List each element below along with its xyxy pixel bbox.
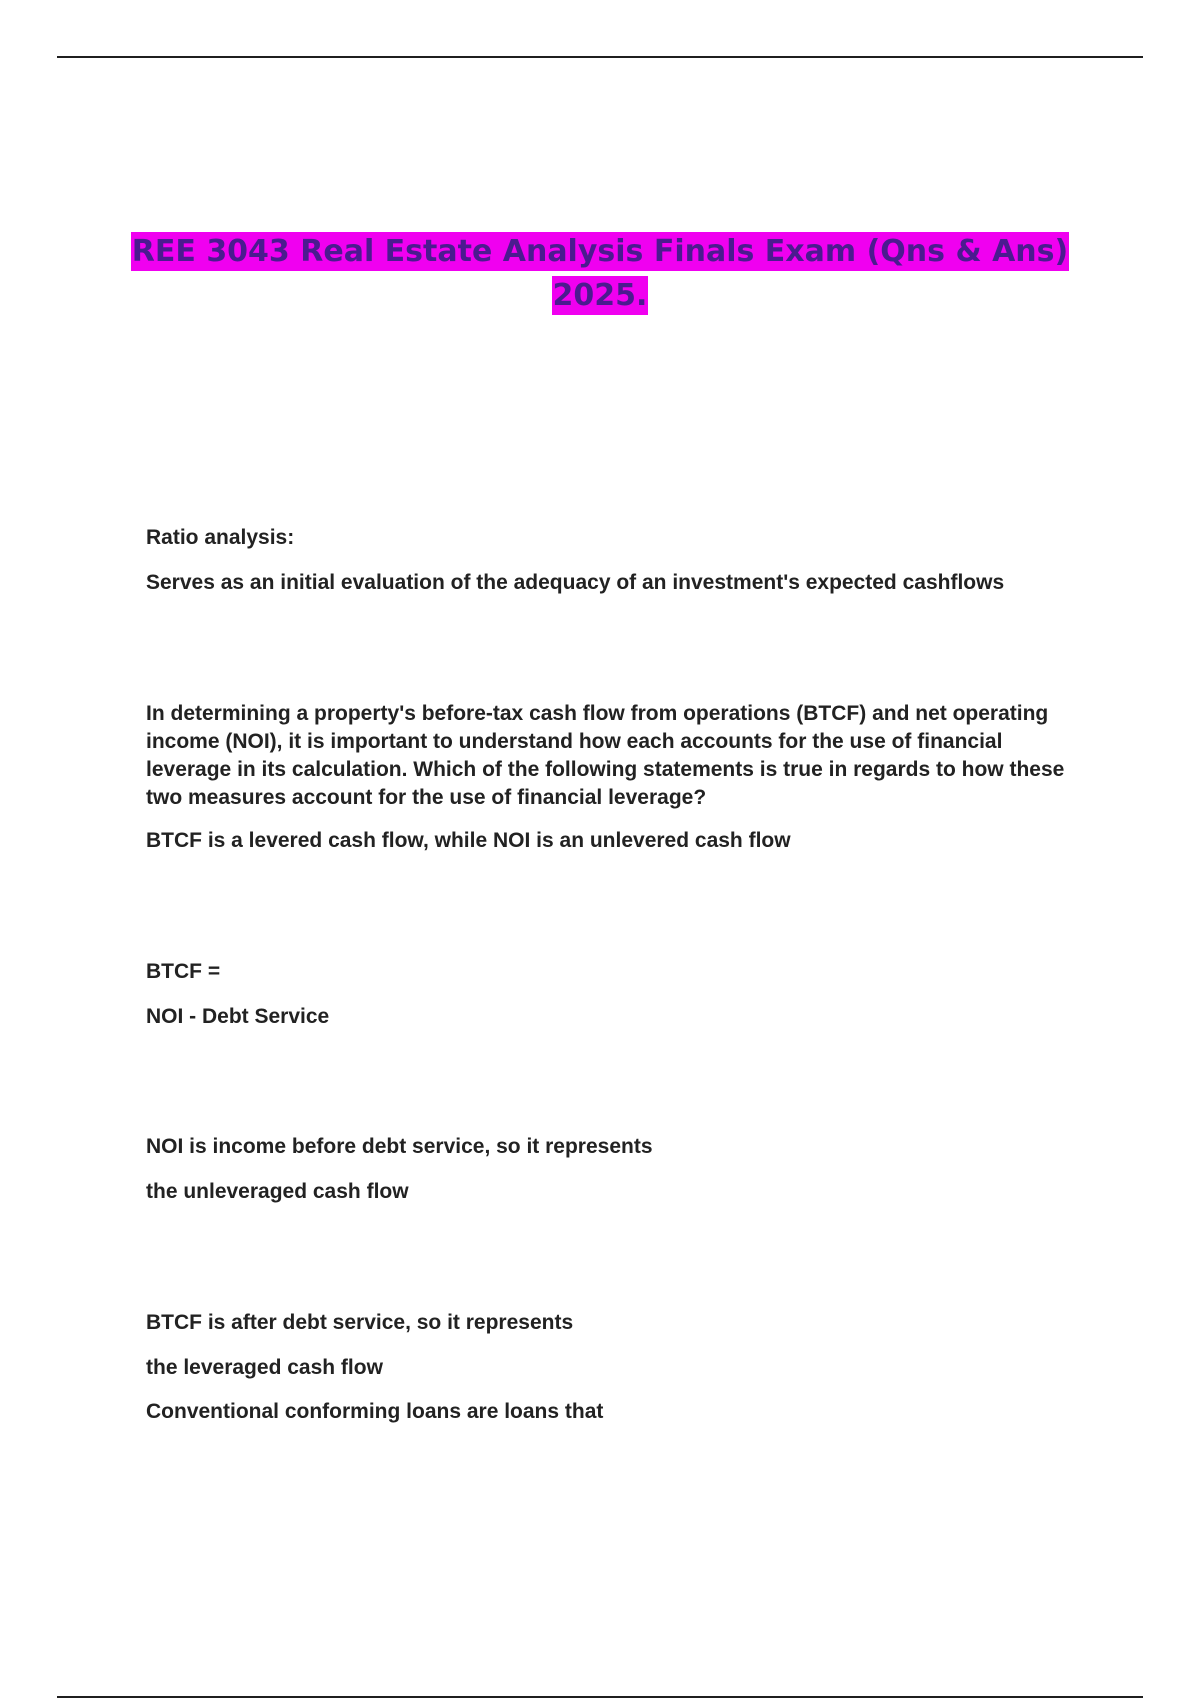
title-line-2: 2025. [552,278,648,313]
title-line-1: REE 3043 Real Estate Analysis Finals Exam (Qns & Ans) [131,234,1069,269]
answer-4: the unleveraged cash flow [146,1180,409,1203]
question-2: In determining a property's before-tax cash flow from operations (BTCF) and net operating income (NOI), it is important to understand how each accounts for the use of financial leverage in its calculation. Which of the following statements is true in regards to how these two measures account for the use of financial leverage? [146,702,1065,809]
top-rule [57,56,1143,58]
document-title [0,230,1200,318]
question-1: Ratio analysis: [146,526,295,549]
question-5: BTCF is after debt service, so it represents [146,1311,574,1334]
bottom-rule [57,1696,1143,1698]
answer-1: Serves as an initial evaluation of the adequacy of an investment's expected cashflows [146,571,1005,594]
answer-3: NOI - Debt Service [146,1005,330,1028]
answer-5: the leveraged cash flow [146,1356,383,1379]
question-3: BTCF = [146,960,221,983]
question-6: Conventional conforming loans are loans that [146,1400,604,1423]
answer-2: BTCF is a levered cash flow, while NOI is an unlevered cash flow [146,829,791,852]
question-4: NOI is income before debt service, so it represents [146,1135,653,1158]
